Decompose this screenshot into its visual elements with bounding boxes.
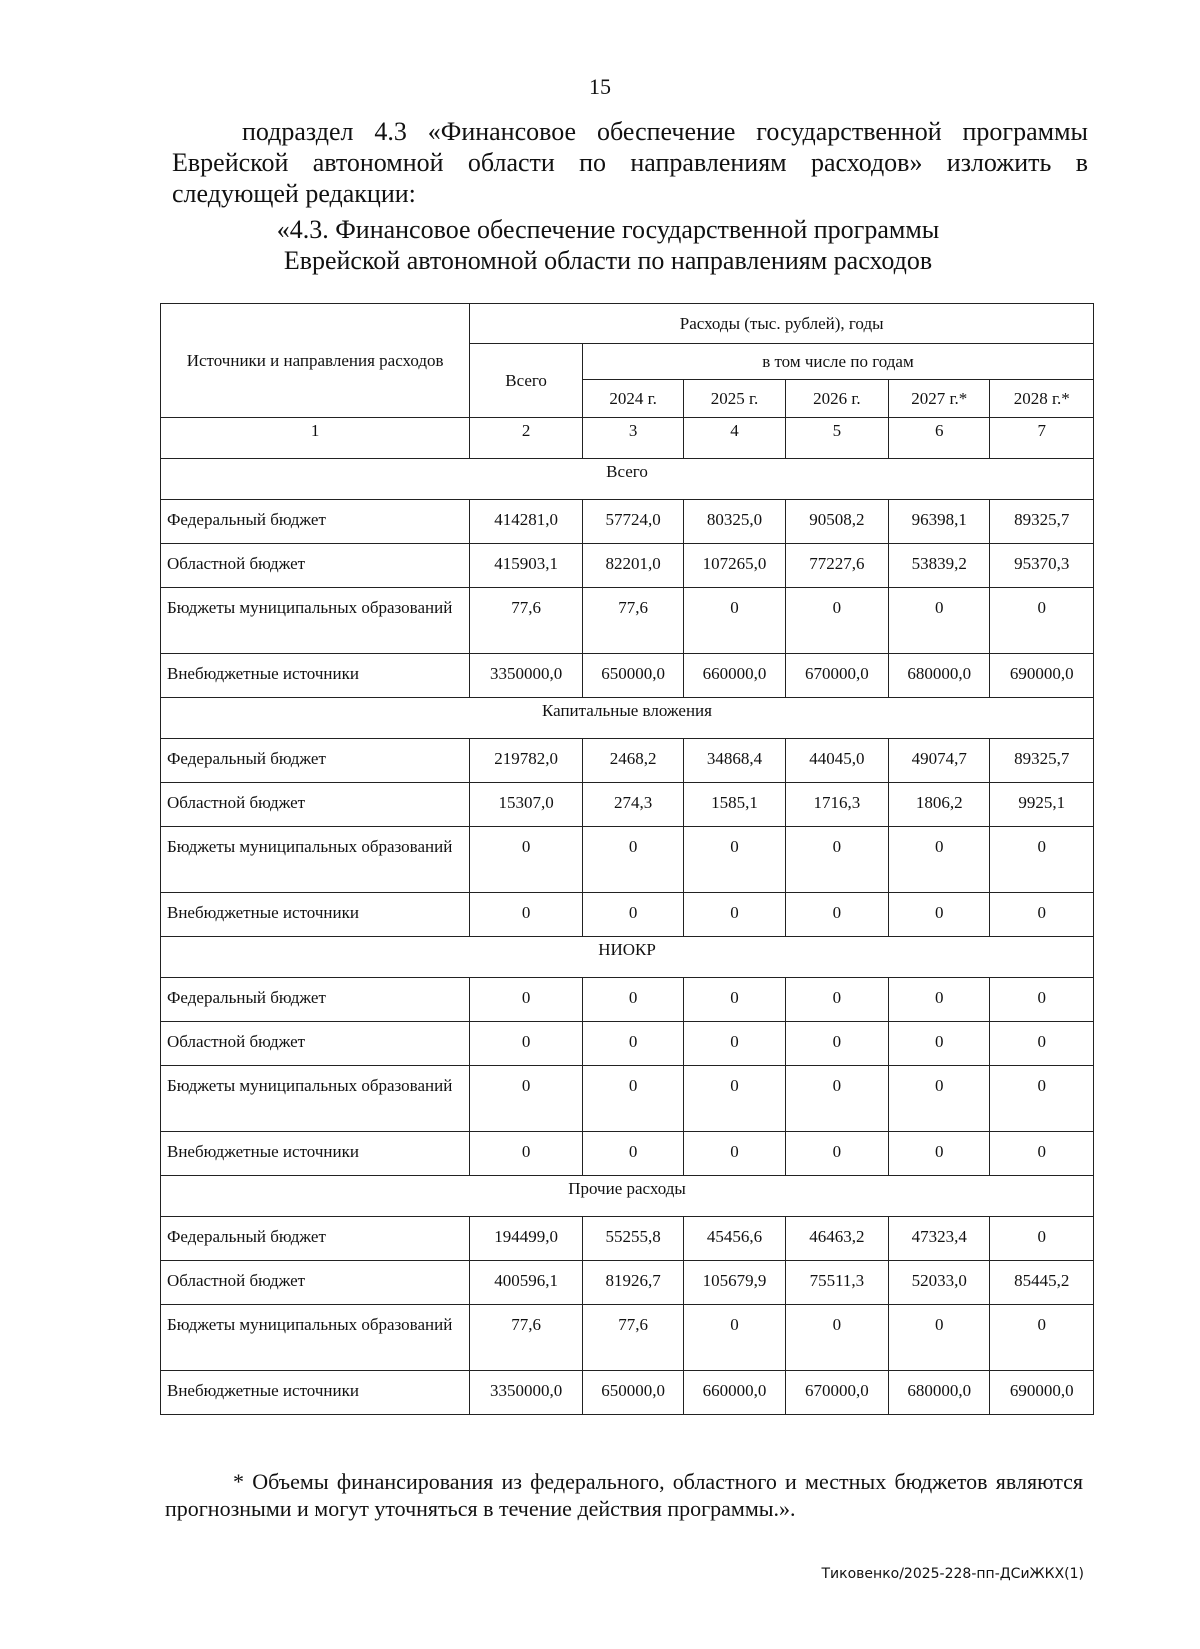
value-cell: 0 — [582, 1066, 683, 1132]
value-cell: 0 — [990, 893, 1094, 937]
value-cell: 274,3 — [582, 783, 683, 827]
value-cell: 400596,1 — [470, 1261, 583, 1305]
value-cell: 414281,0 — [470, 500, 583, 544]
table-row — [161, 978, 1094, 1022]
table-row — [161, 1305, 1094, 1371]
value-cell: 0 — [684, 1305, 785, 1371]
value-cell: 1716,3 — [785, 783, 888, 827]
row-label: Бюджеты муниципальных образований — [161, 1066, 470, 1132]
financing-table — [160, 303, 1094, 1415]
column-number: 3 — [582, 418, 683, 459]
year-header: 2028 г.* — [990, 380, 1094, 418]
year-header: 2025 г. — [684, 380, 785, 418]
section-title: НИОКР — [161, 937, 1094, 978]
value-cell: 1585,1 — [684, 783, 785, 827]
value-cell: 0 — [470, 1132, 583, 1176]
value-cell: 77,6 — [582, 588, 683, 654]
value-cell: 52033,0 — [889, 1261, 990, 1305]
row-label: Внебюджетные источники — [161, 1132, 470, 1176]
value-cell: 45456,6 — [684, 1217, 785, 1261]
table-row — [161, 1022, 1094, 1066]
value-cell: 57724,0 — [582, 500, 683, 544]
row-label: Федеральный бюджет — [161, 500, 470, 544]
value-cell: 0 — [990, 1217, 1094, 1261]
table-body — [161, 459, 1094, 1415]
value-cell: 34868,4 — [684, 739, 785, 783]
value-cell: 81926,7 — [582, 1261, 683, 1305]
row-label: Внебюджетные источники — [161, 654, 470, 698]
row-label: Областной бюджет — [161, 783, 470, 827]
column-number: 1 — [161, 418, 470, 459]
value-cell: 0 — [684, 978, 785, 1022]
value-cell: 0 — [990, 1305, 1094, 1371]
value-cell: 0 — [582, 893, 683, 937]
section-heading — [150, 214, 1066, 276]
value-cell: 0 — [785, 1066, 888, 1132]
value-cell: 0 — [785, 978, 888, 1022]
value-cell: 0 — [889, 1132, 990, 1176]
row-label: Внебюджетные источники — [161, 893, 470, 937]
value-cell: 2468,2 — [582, 739, 683, 783]
value-cell: 0 — [785, 1022, 888, 1066]
value-cell: 650000,0 — [582, 1371, 683, 1415]
value-cell: 0 — [990, 588, 1094, 654]
section-row — [161, 698, 1094, 739]
section-title: Всего — [161, 459, 1094, 500]
value-cell: 46463,2 — [785, 1217, 888, 1261]
section-row — [161, 459, 1094, 500]
row-label: Федеральный бюджет — [161, 978, 470, 1022]
value-cell: 0 — [582, 1132, 683, 1176]
table-row — [161, 783, 1094, 827]
value-cell: 105679,9 — [684, 1261, 785, 1305]
value-cell: 0 — [889, 827, 990, 893]
value-cell: 690000,0 — [990, 1371, 1094, 1415]
page-number: 15 — [589, 74, 611, 99]
value-cell: 107265,0 — [684, 544, 785, 588]
value-cell: 0 — [889, 1022, 990, 1066]
table-row — [161, 544, 1094, 588]
value-cell: 690000,0 — [990, 654, 1094, 698]
value-cell: 0 — [785, 827, 888, 893]
value-cell: 0 — [582, 827, 683, 893]
table-row — [161, 1066, 1094, 1132]
row-label: Областной бюджет — [161, 544, 470, 588]
value-cell: 0 — [889, 1305, 990, 1371]
section-row — [161, 937, 1094, 978]
document-code: Тиковенко/2025-228-пп-ДСиЖКХ(1) — [821, 1566, 1084, 1582]
expenses-header: Расходы (тыс. рублей), годы — [470, 304, 1094, 344]
column-number: 2 — [470, 418, 583, 459]
row-label: Бюджеты муниципальных образований — [161, 588, 470, 654]
value-cell: 9925,1 — [990, 783, 1094, 827]
value-cell: 660000,0 — [684, 1371, 785, 1415]
value-cell: 194499,0 — [470, 1217, 583, 1261]
row-label: Бюджеты муниципальных образований — [161, 1305, 470, 1371]
column-number: 7 — [990, 418, 1094, 459]
column-number: 5 — [785, 418, 888, 459]
value-cell: 75511,3 — [785, 1261, 888, 1305]
value-cell: 0 — [470, 893, 583, 937]
value-cell: 89325,7 — [990, 500, 1094, 544]
table-row — [161, 1217, 1094, 1261]
table-row — [161, 654, 1094, 698]
sources-header: Источники и направления расходов — [161, 304, 470, 418]
by-years-header: в том числе по годам — [582, 344, 1093, 380]
total-header: Всего — [470, 344, 583, 418]
column-number-row — [161, 418, 1094, 459]
value-cell: 77,6 — [470, 588, 583, 654]
table-row — [161, 827, 1094, 893]
value-cell: 0 — [785, 893, 888, 937]
value-cell: 49074,7 — [889, 739, 990, 783]
value-cell: 0 — [990, 1066, 1094, 1132]
year-header: 2024 г. — [582, 380, 683, 418]
value-cell: 95370,3 — [990, 544, 1094, 588]
value-cell: 0 — [990, 1132, 1094, 1176]
value-cell: 77227,6 — [785, 544, 888, 588]
value-cell: 0 — [684, 1132, 785, 1176]
value-cell: 0 — [889, 588, 990, 654]
value-cell: 0 — [990, 978, 1094, 1022]
row-label: Областной бюджет — [161, 1261, 470, 1305]
row-label: Федеральный бюджет — [161, 1217, 470, 1261]
value-cell: 0 — [785, 1132, 888, 1176]
value-cell: 15307,0 — [470, 783, 583, 827]
value-cell: 0 — [582, 978, 683, 1022]
value-cell: 670000,0 — [785, 1371, 888, 1415]
heading-line-2: Еврейской автономной области по направлениям расходов — [283, 246, 933, 275]
intro-paragraph: подраздел 4.3 «Финансовое обеспечение государственной программы Еврейской автономной области по направлениям расходов» изложить в следующей редакции: — [172, 117, 1088, 208]
value-cell: 55255,8 — [582, 1217, 683, 1261]
table-row — [161, 1132, 1094, 1176]
value-cell: 0 — [889, 1066, 990, 1132]
table-row — [161, 1371, 1094, 1415]
value-cell: 44045,0 — [785, 739, 888, 783]
value-cell: 0 — [470, 1022, 583, 1066]
section-row — [161, 1176, 1094, 1217]
value-cell: 219782,0 — [470, 739, 583, 783]
value-cell: 90508,2 — [785, 500, 888, 544]
row-label: Бюджеты муниципальных образований — [161, 827, 470, 893]
table-row — [161, 893, 1094, 937]
column-number: 4 — [684, 418, 785, 459]
row-label: Федеральный бюджет — [161, 739, 470, 783]
value-cell: 0 — [785, 1305, 888, 1371]
value-cell: 47323,4 — [889, 1217, 990, 1261]
value-cell: 89325,7 — [990, 739, 1094, 783]
value-cell: 1806,2 — [889, 783, 990, 827]
value-cell: 0 — [470, 827, 583, 893]
value-cell: 0 — [684, 1022, 785, 1066]
value-cell: 80325,0 — [684, 500, 785, 544]
value-cell: 96398,1 — [889, 500, 990, 544]
section-title: Капитальные вложения — [161, 698, 1094, 739]
heading-line-1: «4.3. Финансовое обеспечение государственной программы — [276, 215, 940, 244]
value-cell: 415903,1 — [470, 544, 583, 588]
value-cell: 680000,0 — [889, 654, 990, 698]
value-cell: 650000,0 — [582, 654, 683, 698]
table-row — [161, 500, 1094, 544]
value-cell: 0 — [582, 1022, 683, 1066]
value-cell: 0 — [889, 978, 990, 1022]
table-header — [161, 304, 1094, 459]
value-cell: 0 — [684, 588, 785, 654]
section-title: Прочие расходы — [161, 1176, 1094, 1217]
value-cell: 0 — [990, 1022, 1094, 1066]
value-cell: 82201,0 — [582, 544, 683, 588]
table-row — [161, 1261, 1094, 1305]
column-number: 6 — [889, 418, 990, 459]
value-cell: 77,6 — [582, 1305, 683, 1371]
value-cell: 680000,0 — [889, 1371, 990, 1415]
value-cell: 53839,2 — [889, 544, 990, 588]
value-cell: 670000,0 — [785, 654, 888, 698]
value-cell: 0 — [889, 893, 990, 937]
year-header: 2026 г. — [785, 380, 888, 418]
footnote: * Объемы финансирования из федерального, областного и местных бюджетов являются прогнозными и могут уточняться в течение действия программы.». — [165, 1469, 1083, 1521]
value-cell: 3350000,0 — [470, 1371, 583, 1415]
value-cell: 3350000,0 — [470, 654, 583, 698]
value-cell: 0 — [684, 893, 785, 937]
year-header: 2027 г.* — [889, 380, 990, 418]
table-row — [161, 588, 1094, 654]
value-cell: 660000,0 — [684, 654, 785, 698]
row-label: Областной бюджет — [161, 1022, 470, 1066]
value-cell: 0 — [470, 1066, 583, 1132]
value-cell: 0 — [990, 827, 1094, 893]
value-cell: 0 — [470, 978, 583, 1022]
value-cell: 0 — [785, 588, 888, 654]
table-row — [161, 739, 1094, 783]
row-label: Внебюджетные источники — [161, 1371, 470, 1415]
value-cell: 77,6 — [470, 1305, 583, 1371]
value-cell: 85445,2 — [990, 1261, 1094, 1305]
value-cell: 0 — [684, 827, 785, 893]
value-cell: 0 — [684, 1066, 785, 1132]
